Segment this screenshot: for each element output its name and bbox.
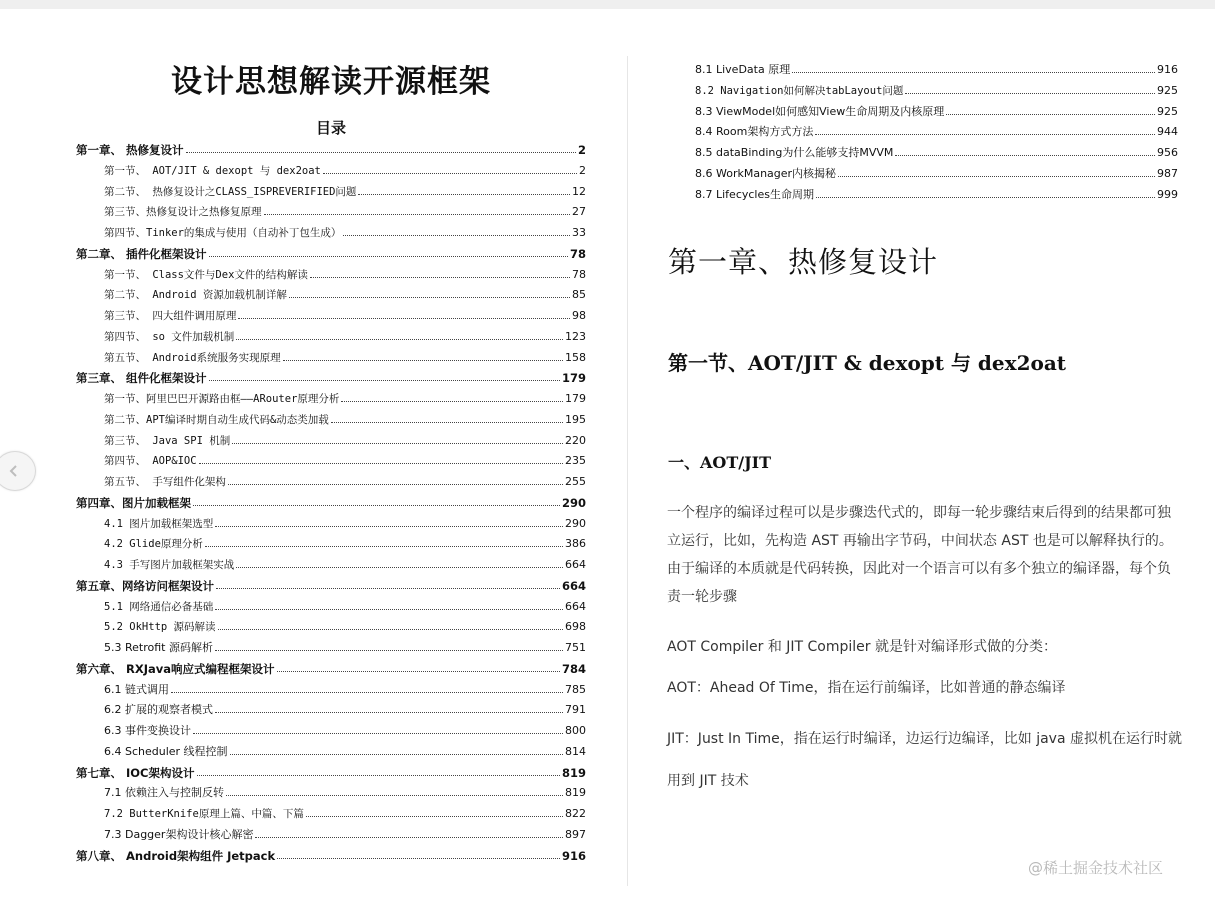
- toc-page-number: 12: [572, 184, 586, 198]
- toc-dot-leader: [946, 114, 1155, 115]
- toc-page-number: 85: [572, 288, 586, 302]
- toc-page-number: 123: [565, 329, 586, 343]
- toc-page-number: 27: [572, 205, 586, 219]
- toc-page-number: 664: [561, 578, 586, 593]
- toc-page-number: 822: [565, 807, 586, 820]
- toc-page-number: 791: [565, 703, 586, 717]
- toc-section-entry[interactable]: [104, 533, 586, 551]
- toc-dot-leader: [193, 733, 563, 734]
- toc-dot-leader: [232, 443, 563, 444]
- toc-entry-title: 第四节、Tinker的集成与使用（自动补丁包生成）: [104, 227, 342, 239]
- toc-section-entry[interactable]: [104, 284, 586, 302]
- toc-section-entry[interactable]: [695, 163, 1178, 181]
- toc-section-entry[interactable]: [695, 101, 1178, 119]
- toc-dot-leader: [215, 609, 563, 610]
- chevron-left-icon: [7, 464, 21, 478]
- toc-page-number: 235: [565, 454, 586, 468]
- toc-page-number: 2: [579, 163, 586, 177]
- toc-dot-leader: [209, 380, 560, 381]
- toc-section-entry[interactable]: [104, 409, 586, 427]
- toc-page-number: 78: [572, 267, 586, 281]
- toc-dot-leader: [216, 588, 560, 589]
- toc-chapter-entry[interactable]: [76, 762, 586, 780]
- toc-dot-leader: [226, 795, 563, 796]
- toc-section-entry[interactable]: [695, 121, 1178, 139]
- toc-page-number: 179: [561, 371, 586, 386]
- toc-entry-title: 第四节、 AOP&IOC: [104, 455, 197, 468]
- toc-entry-title: 第五章、网络访问框架设计: [76, 578, 214, 593]
- toc-dot-leader: [218, 629, 563, 630]
- toc-page-number: 664: [565, 558, 586, 571]
- toc-chapter-entry[interactable]: [76, 243, 586, 261]
- toc-dot-leader: [277, 858, 560, 859]
- toc-entry-title: 6.4 Scheduler 线程控制: [104, 744, 228, 758]
- toc-page-number: 800: [565, 724, 586, 737]
- toc-entry-title: 第六章、 RXJava响应式编程框架设计: [76, 661, 275, 676]
- toc-entry-title: 5.3 Retrofit 源码解析: [104, 641, 213, 654]
- toc-page-number: 664: [565, 599, 586, 613]
- toc-dot-leader: [310, 277, 570, 278]
- toc-section-entry[interactable]: [104, 305, 586, 323]
- toc-entry-title: 第五节、 Android系统服务实现原理: [104, 351, 281, 364]
- toc-entry-title: 第一节、 Class文件与Dex文件的结构解读: [104, 268, 308, 281]
- toc-section-entry[interactable]: [695, 80, 1178, 98]
- toc-section-entry[interactable]: [104, 160, 586, 178]
- toc-dot-leader: [209, 256, 568, 257]
- toc-page-number: 2: [577, 143, 586, 157]
- top-toolbar-strip: [0, 0, 1215, 9]
- toc-entry-title: 4.3 手写图片加载框架实战: [104, 559, 235, 571]
- toc-section-entry[interactable]: [104, 720, 586, 738]
- toc-page-number: 698: [565, 620, 586, 634]
- toc-entry-title: 第五节、 手写组件化架构: [104, 476, 226, 488]
- toc-entry-title: 第八章、 Android架构组件 Jetpack: [76, 848, 276, 863]
- toc-section-entry[interactable]: [104, 803, 586, 821]
- toc-page-number: 220: [565, 433, 586, 447]
- toc-entry-title: 8.6 WorkManager内核揭秘: [695, 166, 837, 180]
- toc-dot-leader: [215, 650, 563, 651]
- toc-section-entry[interactable]: [104, 616, 586, 634]
- toc-page-number: 925: [1157, 104, 1178, 118]
- toc-page-number: 956: [1157, 146, 1178, 159]
- toc-dot-leader: [236, 567, 563, 568]
- toc-entry-title: 第一节、 AOT/JIT & dexopt 与 dex2oat: [104, 164, 321, 177]
- toc-dot-leader: [186, 152, 576, 153]
- toc-dot-leader: [838, 176, 1155, 177]
- body-paragraph: AOT Compiler 和 JIT Compiler 就是针对编译形式做的分类：: [667, 639, 1057, 655]
- toc-entry-title: 6.2 扩展的观察者模式: [104, 703, 213, 717]
- toc-section-entry[interactable]: [104, 450, 586, 468]
- toc-page-number: 814: [565, 744, 586, 758]
- toc-entry-title: 第四章、图片加载框架: [76, 495, 191, 510]
- toc-dot-leader: [228, 484, 563, 485]
- toc-section-entry[interactable]: [104, 679, 586, 697]
- toc-section-entry[interactable]: [104, 201, 586, 219]
- toc-dot-leader: [816, 197, 1155, 198]
- toc-dot-leader: [341, 401, 563, 402]
- toc-dot-leader: [205, 546, 563, 547]
- toc-page-number: 925: [1157, 83, 1178, 97]
- toc-entry-title: 第一节、阿里巴巴开源路由框——ARouter原理分析: [104, 393, 340, 405]
- toc-dot-leader: [289, 297, 570, 298]
- toc-entry-title: 7.2 ButterKnife原理上篇、中篇、下篇: [104, 808, 304, 820]
- toc-page-number: 784: [561, 661, 586, 676]
- toc-page-number: 290: [561, 495, 586, 510]
- toc-dot-leader: [215, 712, 563, 713]
- toc-entry-title: 第七章、 IOC架构设计: [76, 765, 195, 780]
- toc-chapter-entry[interactable]: [76, 139, 586, 157]
- toc-dot-leader: [230, 754, 563, 755]
- toc-section-entry[interactable]: [104, 264, 586, 282]
- toc-chapter-entry[interactable]: [76, 845, 586, 863]
- toc-entry-title: 第三节、 四大组件调用原理: [104, 310, 237, 322]
- toc-dot-leader: [197, 775, 560, 776]
- toc-section-entry[interactable]: [104, 824, 586, 842]
- body-paragraph: 一个程序的编译过程可以是步骤迭代式的，即每一轮步骤结束后得到的结果都可独立运行，比如，先构造 AST 再输出字节码，中间状态 AST 也是可以解释执行的。由于编译的本质就是代码转换，因此对一个语言可以有多个独立的编译器，每个负责一轮步骤: [667, 505, 1173, 605]
- toc-section-entry[interactable]: [104, 388, 586, 406]
- toc-section-entry[interactable]: [104, 471, 586, 489]
- toc-dot-leader: [277, 671, 560, 672]
- toc-chapter-entry[interactable]: [76, 575, 586, 593]
- toc-section-entry[interactable]: [104, 699, 586, 717]
- toc-entry-title: 第二节、 热修复设计之CLASS_ISPREVERIFIED问题: [104, 185, 357, 198]
- subsection-heading: 一、AOT/JIT: [668, 453, 772, 472]
- document-title: 设计思想解读开源框架: [171, 64, 491, 100]
- toc-entry-title: 4.1 图片加载框架选型: [104, 517, 214, 530]
- toc-dot-leader: [264, 214, 571, 215]
- toc-entry-title: 8.2 Navigation如何解决tabLayout问题: [695, 84, 904, 97]
- toc-page-number: 987: [1157, 166, 1178, 180]
- toc-page-number: 751: [565, 641, 586, 654]
- body-paragraph: AOT：Ahead Of Time，指在运行前编译，比如普通的静态编译: [667, 680, 1066, 696]
- toc-chapter-entry[interactable]: [76, 367, 586, 385]
- toc-dot-leader: [283, 360, 563, 361]
- toc-section-entry[interactable]: [104, 222, 586, 240]
- toc-page-number: 179: [565, 392, 586, 405]
- toc-dot-leader: [171, 692, 563, 693]
- toc-dot-leader: [306, 816, 563, 817]
- toc-entry-title: 4.2 Glide原理分析: [104, 538, 203, 551]
- previous-page-button[interactable]: [0, 451, 36, 491]
- toc-page-number: 33: [572, 226, 586, 239]
- toc-section-entry[interactable]: [104, 637, 586, 655]
- toc-section-entry[interactable]: [695, 142, 1178, 160]
- toc-dot-leader: [323, 173, 577, 174]
- toc-chapter-entry[interactable]: [76, 492, 586, 510]
- toc-page-number: 78: [569, 246, 586, 261]
- toc-entry-title: 5.1 网络通信必备基础: [104, 600, 214, 613]
- toc-entry-title: 8.5 dataBinding为什么能够支持MVVM: [695, 146, 894, 159]
- toc-entry-title: 6.3 事件变换设计: [104, 724, 191, 737]
- toc-page-number: 290: [565, 516, 586, 530]
- toc-entry-title: 8.7 Lifecycles生命周期: [695, 187, 814, 201]
- toc-page-number: 897: [565, 827, 586, 841]
- toc-section-entry[interactable]: [104, 430, 586, 448]
- toc-entry-title: 8.1 LiveData 原理: [695, 63, 791, 76]
- toc-dot-leader: [331, 422, 563, 423]
- toc-entry-title: 第三章、 组件化框架设计: [76, 371, 207, 386]
- toc-entry-title: 7.1 依赖注入与控制反转: [104, 786, 224, 800]
- toc-entry-title: 7.3 Dagger架构设计核心解密: [104, 827, 254, 841]
- toc-page-number: 916: [1157, 63, 1178, 76]
- toc-dot-leader: [255, 837, 563, 838]
- toc-entry-title: 第二章、 插件化框架设计: [76, 246, 207, 261]
- toc-page-number: 98: [572, 309, 586, 322]
- toc-entry-title: 第一章、 热修复设计: [76, 143, 184, 157]
- toc-section-entry[interactable]: [104, 326, 586, 344]
- toc-entry-title: 5.2 OkHttp 源码解读: [104, 621, 216, 634]
- toc-section-entry[interactable]: [104, 347, 586, 365]
- toc-entry-title: 6.1 链式调用: [104, 682, 169, 696]
- toc-section-entry[interactable]: [695, 184, 1178, 202]
- toc-section-entry[interactable]: [104, 596, 586, 614]
- toc-entry-title: 第三节、 Java SPI 机制: [104, 434, 231, 447]
- toc-dot-leader: [815, 134, 1155, 135]
- page-divider: [627, 56, 628, 886]
- section-heading: 第一节、AOT/JIT & dexopt 与 dex2oat: [668, 351, 1067, 375]
- toc-page-number: 916: [561, 848, 586, 863]
- toc-dot-leader: [193, 505, 560, 506]
- toc-dot-leader: [895, 155, 1155, 156]
- toc-entry-title: 第二节、 Android 资源加载机制详解: [104, 289, 287, 302]
- toc-dot-leader: [199, 463, 563, 464]
- toc-dot-leader: [792, 72, 1155, 73]
- toc-page-number: 819: [561, 765, 586, 780]
- body-paragraph: JIT：Just In Time，指在运行时编译，边运行边编译，比如 java 虚拟机在运行时就用到 JIT 技术: [667, 731, 1182, 789]
- toc-page-number: 195: [565, 412, 586, 426]
- watermark-text: @稀土掘金技术社区: [1028, 859, 1164, 877]
- toc-page-number: 944: [1157, 125, 1178, 139]
- toc-dot-leader: [238, 318, 570, 319]
- toc-section-entry[interactable]: [104, 554, 586, 572]
- toc-entry-title: 第二节、APT编译时期自动生成代码&动态类加载: [104, 413, 329, 426]
- toc-page-number: 999: [1157, 187, 1178, 201]
- toc-heading: 目录: [315, 119, 346, 137]
- toc-entry-title: 第四节、 so 文件加载机制: [104, 330, 235, 343]
- chapter-heading: 第一章、热修复设计: [668, 245, 939, 279]
- toc-entry-title: 8.4 Room架构方式方法: [695, 125, 814, 139]
- toc-section-entry[interactable]: [104, 181, 586, 199]
- toc-dot-leader: [358, 194, 570, 195]
- toc-dot-leader: [343, 235, 570, 236]
- toc-dot-leader: [236, 339, 563, 340]
- toc-dot-leader: [215, 526, 563, 527]
- toc-section-entry[interactable]: [104, 513, 586, 531]
- toc-page-number: 158: [565, 350, 586, 364]
- toc-page-number: 386: [565, 537, 586, 551]
- toc-entry-title: 第三节、热修复设计之热修复原理: [104, 206, 262, 219]
- toc-section-entry[interactable]: [695, 59, 1178, 77]
- toc-page-number: 255: [565, 475, 586, 488]
- toc-page-number: 785: [565, 682, 586, 696]
- toc-chapter-entry[interactable]: [76, 658, 586, 676]
- toc-dot-leader: [905, 93, 1155, 94]
- toc-page-number: 819: [565, 786, 586, 800]
- toc-section-entry[interactable]: [104, 741, 586, 759]
- toc-section-entry[interactable]: [104, 782, 586, 800]
- toc-entry-title: 8.3 ViewModel如何感知View生命周期及内核原理: [695, 104, 945, 118]
